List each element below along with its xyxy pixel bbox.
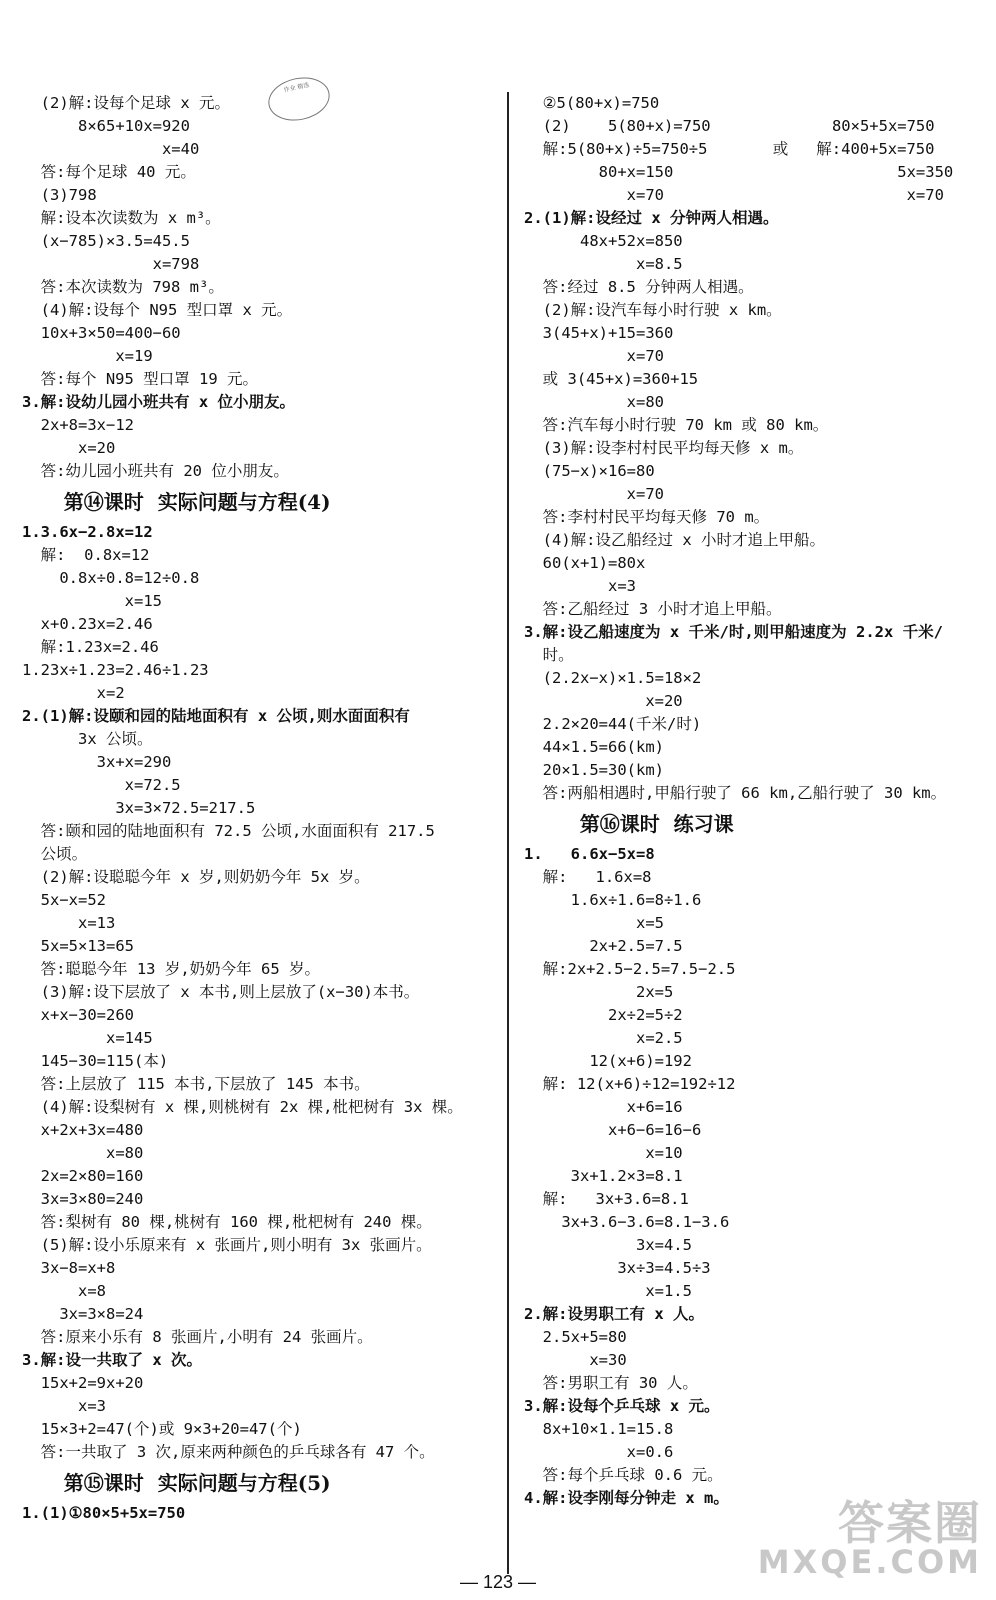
text-line: x+x−30=260 bbox=[22, 1006, 134, 1024]
text-line: (5)解:设小乐原来有 x 张画片,则小明有 3x 张画片。 bbox=[22, 1236, 432, 1254]
text-line: 20×1.5=30(km) bbox=[524, 761, 664, 779]
text-line: 1.6x÷1.6=8÷1.6 bbox=[524, 891, 702, 909]
text-line: x=40 bbox=[22, 140, 200, 158]
text-line: (3)解:设李村村民平均每天修 x m。 bbox=[524, 439, 804, 457]
text-line: 60(x+1)=80x bbox=[524, 554, 646, 572]
watermark-logo bbox=[757, 1496, 982, 1581]
text-line: 3(45+x)+15=360 bbox=[524, 324, 674, 342]
text-line: 时。 bbox=[524, 646, 574, 664]
text-line: 答:乙船经过 3 小时才追上甲船。 bbox=[524, 600, 782, 618]
text-line: 答:两船相遇时,甲船行驶了 66 km,乙船行驶了 30 km。 bbox=[524, 784, 947, 802]
text-line: (x−785)×3.5=45.5 bbox=[22, 232, 190, 250]
text-line: 2x÷2=5÷2 bbox=[524, 1006, 683, 1024]
text-line: x=8.5 bbox=[524, 255, 683, 273]
text-line: (2)解:设每个足球 x 元。 bbox=[22, 94, 230, 112]
text-line: 2x=2×80=160 bbox=[22, 1167, 144, 1185]
text-line: 解:2x+2.5−2.5=7.5−2.5 bbox=[524, 960, 736, 978]
text-line: 3x=3×8=24 bbox=[22, 1305, 144, 1323]
text-line: 3.解:设一共取了 x 次。 bbox=[22, 1351, 202, 1369]
text-line: 答:幼儿园小班共有 20 位小朋友。 bbox=[22, 462, 289, 480]
text-line: 0.8x÷0.8=12÷0.8 bbox=[22, 569, 200, 587]
section-heading: 第⑯课时 练习课 bbox=[524, 812, 734, 836]
text-line: 1. 6.6x−5x=8 bbox=[524, 845, 655, 863]
text-line: x=20 bbox=[524, 692, 683, 710]
column-divider bbox=[507, 92, 509, 1574]
text-line: 答:一共取了 3 次,原来两种颜色的乒乓球各有 47 个。 bbox=[22, 1443, 435, 1461]
text-line: x=10 bbox=[524, 1144, 683, 1162]
text-line: (4)解:设每个 N95 型口罩 x 元。 bbox=[22, 301, 293, 319]
text-line: x=80 bbox=[524, 393, 664, 411]
text-line: 答:本次读数为 798 m³。 bbox=[22, 278, 224, 296]
text-line: x+0.23x=2.46 bbox=[22, 615, 153, 633]
text-line: 答:梨树有 80 棵,桃树有 160 棵,枇杷树有 240 棵。 bbox=[22, 1213, 432, 1231]
text-line: x=72.5 bbox=[22, 776, 181, 794]
text-line: 2x+2.5=7.5 bbox=[524, 937, 683, 955]
text-line: x=30 bbox=[524, 1351, 627, 1369]
text-line: 8×65+10x=920 bbox=[22, 117, 190, 135]
text-line: x=2 bbox=[22, 684, 125, 702]
text-line: x=70 bbox=[524, 347, 664, 365]
text-line: 2.解:设男职工有 x 人。 bbox=[524, 1305, 704, 1323]
text-line: (2)解:设汽车每小时行驶 x km。 bbox=[524, 301, 782, 319]
text-line: (75−x)×16=80 bbox=[524, 462, 655, 480]
text-line: x=15 bbox=[22, 592, 162, 610]
text-line: x+6−6=16−6 bbox=[524, 1121, 702, 1139]
section-heading: 第⑮课时 实际问题与方程(5) bbox=[22, 1471, 331, 1495]
text-line: 公顷。 bbox=[22, 845, 88, 863]
text-line: 2.5x+5=80 bbox=[524, 1328, 627, 1346]
text-line: 10x+3×50=400−60 bbox=[22, 324, 181, 342]
text-line: 解:设本次读数为 x m³。 bbox=[22, 209, 221, 227]
text-line: 145−30=115(本) bbox=[22, 1052, 169, 1070]
text-line: 3x−8=x+8 bbox=[22, 1259, 116, 1277]
text-line: x=80 bbox=[22, 1144, 144, 1162]
text-line: 5x=5×13=65 bbox=[22, 937, 134, 955]
text-line: x+2x+3x=480 bbox=[22, 1121, 144, 1139]
text-line: 解: 3x+3.6=8.1 bbox=[524, 1190, 689, 1208]
section-heading: 第⑭课时 实际问题与方程(4) bbox=[22, 490, 331, 514]
text-line: 解: 1.6x=8 bbox=[524, 868, 652, 886]
text-line: 答:聪聪今年 13 岁,奶奶今年 65 岁。 bbox=[22, 960, 320, 978]
text-line: (4)解:设乙船经过 x 小时才追上甲船。 bbox=[524, 531, 825, 549]
text-line: 2x=5 bbox=[524, 983, 674, 1001]
text-line: 12(x+6)=192 bbox=[524, 1052, 692, 1070]
text-line: 80+x=150 5x=350 bbox=[524, 163, 954, 181]
text-line: (2.2x−x)×1.5=18×2 bbox=[524, 669, 702, 687]
text-line: 答:每个 N95 型口罩 19 元。 bbox=[22, 370, 258, 388]
text-line: x=70 x=70 bbox=[524, 186, 944, 204]
text-line: x=1.5 bbox=[524, 1282, 692, 1300]
text-line: (2) 5(80+x)=750 80×5+5x=750 bbox=[524, 117, 935, 135]
text-line: x=5 bbox=[524, 914, 664, 932]
watermark-cn: 答案圈 bbox=[838, 1496, 982, 1550]
text-line: x=145 bbox=[22, 1029, 153, 1047]
text-line: 2.(1)解:设颐和园的陆地面积有 x 公顷,则水面面积有 bbox=[22, 707, 410, 725]
text-line: (4)解:设梨树有 x 棵,则桃树有 2x 棵,枇杷树有 3x 棵。 bbox=[22, 1098, 463, 1116]
text-line: 44×1.5=66(km) bbox=[524, 738, 664, 756]
text-line: 答:颐和园的陆地面积有 72.5 公顷,水面面积有 217.5 bbox=[22, 822, 435, 840]
text-line: 5x−x=52 bbox=[22, 891, 106, 909]
text-line: 3.解:设每个乒乓球 x 元。 bbox=[524, 1397, 720, 1415]
text-line: 3x 公顷。 bbox=[22, 730, 153, 748]
text-line: x=13 bbox=[22, 914, 116, 932]
text-line: x=20 bbox=[22, 439, 116, 457]
text-line: 3x+3.6−3.6=8.1−3.6 bbox=[524, 1213, 730, 1231]
text-line: 解:5(80+x)÷5=750÷5 或 解:400+5x=750 bbox=[524, 140, 935, 158]
text-line: x=3 bbox=[524, 577, 636, 595]
text-line: 1.(1)①80×5+5x=750 bbox=[22, 1504, 186, 1522]
text-line: 3x=3×80=240 bbox=[22, 1190, 144, 1208]
ink-stamp: 作业 精选 bbox=[264, 72, 333, 126]
text-line: 2.2×20=44(千米/时) bbox=[524, 715, 702, 733]
text-line: 解: 12(x+6)÷12=192÷12 bbox=[524, 1075, 736, 1093]
text-line: 答:每个乒乓球 0.6 元。 bbox=[524, 1466, 723, 1484]
text-line: 3.解:设幼儿园小班共有 x 位小朋友。 bbox=[22, 393, 295, 411]
watermark-en: MXQE.COM bbox=[757, 1543, 982, 1581]
text-line: 解:1.23x=2.46 bbox=[22, 638, 159, 656]
text-line: (3)798 bbox=[22, 186, 97, 204]
text-line: 答:李村村民平均每天修 70 m。 bbox=[524, 508, 770, 526]
text-line: x=70 bbox=[524, 485, 664, 503]
text-line: 2.(1)解:设经过 x 分钟两人相遇。 bbox=[524, 209, 779, 227]
text-line: 3x=4.5 bbox=[524, 1236, 692, 1254]
text-line: 或 3(45+x)=360+15 bbox=[524, 370, 699, 388]
text-line: 答:原来小乐有 8 张画片,小明有 24 张画片。 bbox=[22, 1328, 373, 1346]
text-line: (2)解:设聪聪今年 x 岁,则奶奶今年 5x 岁。 bbox=[22, 868, 370, 886]
text-line: 答:上层放了 115 本书,下层放了 145 本书。 bbox=[22, 1075, 370, 1093]
text-line: 15×3+2=47(个)或 9×3+20=47(个) bbox=[22, 1420, 302, 1438]
page-number: — 123 — bbox=[459, 1572, 537, 1592]
text-line: 答:男职工有 30 人。 bbox=[524, 1374, 698, 1392]
text-line: 3.解:设乙船速度为 x 千米/时,则甲船速度为 2.2x 千米/ bbox=[524, 623, 943, 641]
text-line: (3)解:设下层放了 x 本书,则上层放了(x−30)本书。 bbox=[22, 983, 420, 1001]
text-line: x=2.5 bbox=[524, 1029, 683, 1047]
text-line: x+6=16 bbox=[524, 1098, 683, 1116]
text-line: ②5(80+x)=750 bbox=[524, 94, 660, 112]
text-line: 2x+8=3x−12 bbox=[22, 416, 134, 434]
text-line: x=8 bbox=[22, 1282, 106, 1300]
text-line: 3x=3×72.5=217.5 bbox=[22, 799, 256, 817]
text-line: 48x+52x=850 bbox=[524, 232, 683, 250]
text-line: x=798 bbox=[22, 255, 200, 273]
text-line: 答:每个足球 40 元。 bbox=[22, 163, 196, 181]
text-line: 答:经过 8.5 分钟两人相遇。 bbox=[524, 278, 754, 296]
text-line: 解: 0.8x=12 bbox=[22, 546, 150, 564]
text-line: 3x+1.2×3=8.1 bbox=[524, 1167, 683, 1185]
text-line: x=19 bbox=[22, 347, 153, 365]
text-line: 1.3.6x−2.8x=12 bbox=[22, 523, 153, 541]
text-line: 4.解:设李刚每分钟走 x m。 bbox=[524, 1489, 729, 1507]
text-line: 15x+2=9x+20 bbox=[22, 1374, 144, 1392]
text-line: 答:汽车每小时行驶 70 km 或 80 km。 bbox=[524, 416, 829, 434]
text-line: x=3 bbox=[22, 1397, 106, 1415]
text-line: 3x÷3=4.5÷3 bbox=[524, 1259, 711, 1277]
text-line: 3x+x=290 bbox=[22, 753, 172, 771]
text-line: 8x+10×1.1=15.8 bbox=[524, 1420, 674, 1438]
text-line: x=0.6 bbox=[524, 1443, 674, 1461]
text-line: 1.23x÷1.23=2.46÷1.23 bbox=[22, 661, 209, 679]
